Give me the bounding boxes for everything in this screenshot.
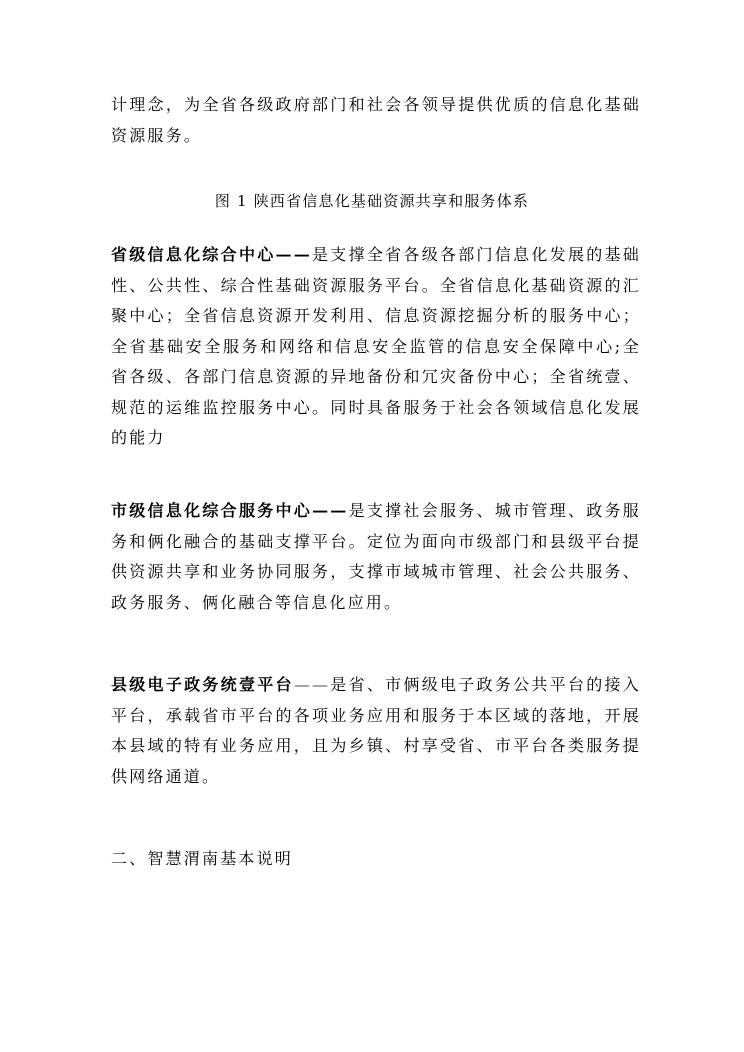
intro-text: 计理念，为全省各级政府部门和社会各领导提供优质的信息化基础资源服务。 xyxy=(111,95,641,145)
section-term: 县级电子政务统壹平台 xyxy=(111,675,294,694)
section-dash: —— xyxy=(312,501,349,520)
section-municipal-center xyxy=(111,496,641,618)
intro-paragraph xyxy=(111,90,641,151)
section-body: 是支撑社会服务、城市管理、政务服务和俩化融合的基础支撑平台。定位为面向市级部门和县级平台提供资源共享和业务协同服务，支撑市域城市管理、社会公共服务、政务服务、俩化融合等信息化应用。 xyxy=(111,501,641,612)
figure-caption: 图 1 陕西省信息化基础资源共享和服务体系 xyxy=(214,192,530,210)
section-heading: 二、智慧渭南基本说明 xyxy=(111,849,294,868)
section-provincial-center xyxy=(111,240,641,454)
section-dash: —— xyxy=(275,245,312,264)
section-county-platform xyxy=(111,670,641,792)
section-term: 省级信息化综合中心 xyxy=(111,245,276,264)
section-body: 是省、市俩级电子政务公共平台的接入平台，承载省市平台的各项业务应用和服务于本区域的落地，开展本县域的特有业务应用，且为乡镇、村享受省、市平台各类服务提供网络通道。 xyxy=(111,675,641,786)
section-body: 是支撑全省各级各部门信息化发展的基础性、公共性、综合性基础资源服务平台。全省信息化基础资源的汇聚中心；全省信息资源开发利用、信息资源挖掘分析的服务中心；全省基础安全服务和网络和信息安全监管的信息安全保障中心;全省各级、各部门信息资源的异地备份和冗灾备份中心；全省统壹、规范的运维监控服务中心。同时具备服务于社会各领域信息化发展的能力 xyxy=(111,245,641,447)
section-dash: —— xyxy=(293,675,331,694)
section-term: 市级信息化综合服务中心 xyxy=(111,501,313,520)
